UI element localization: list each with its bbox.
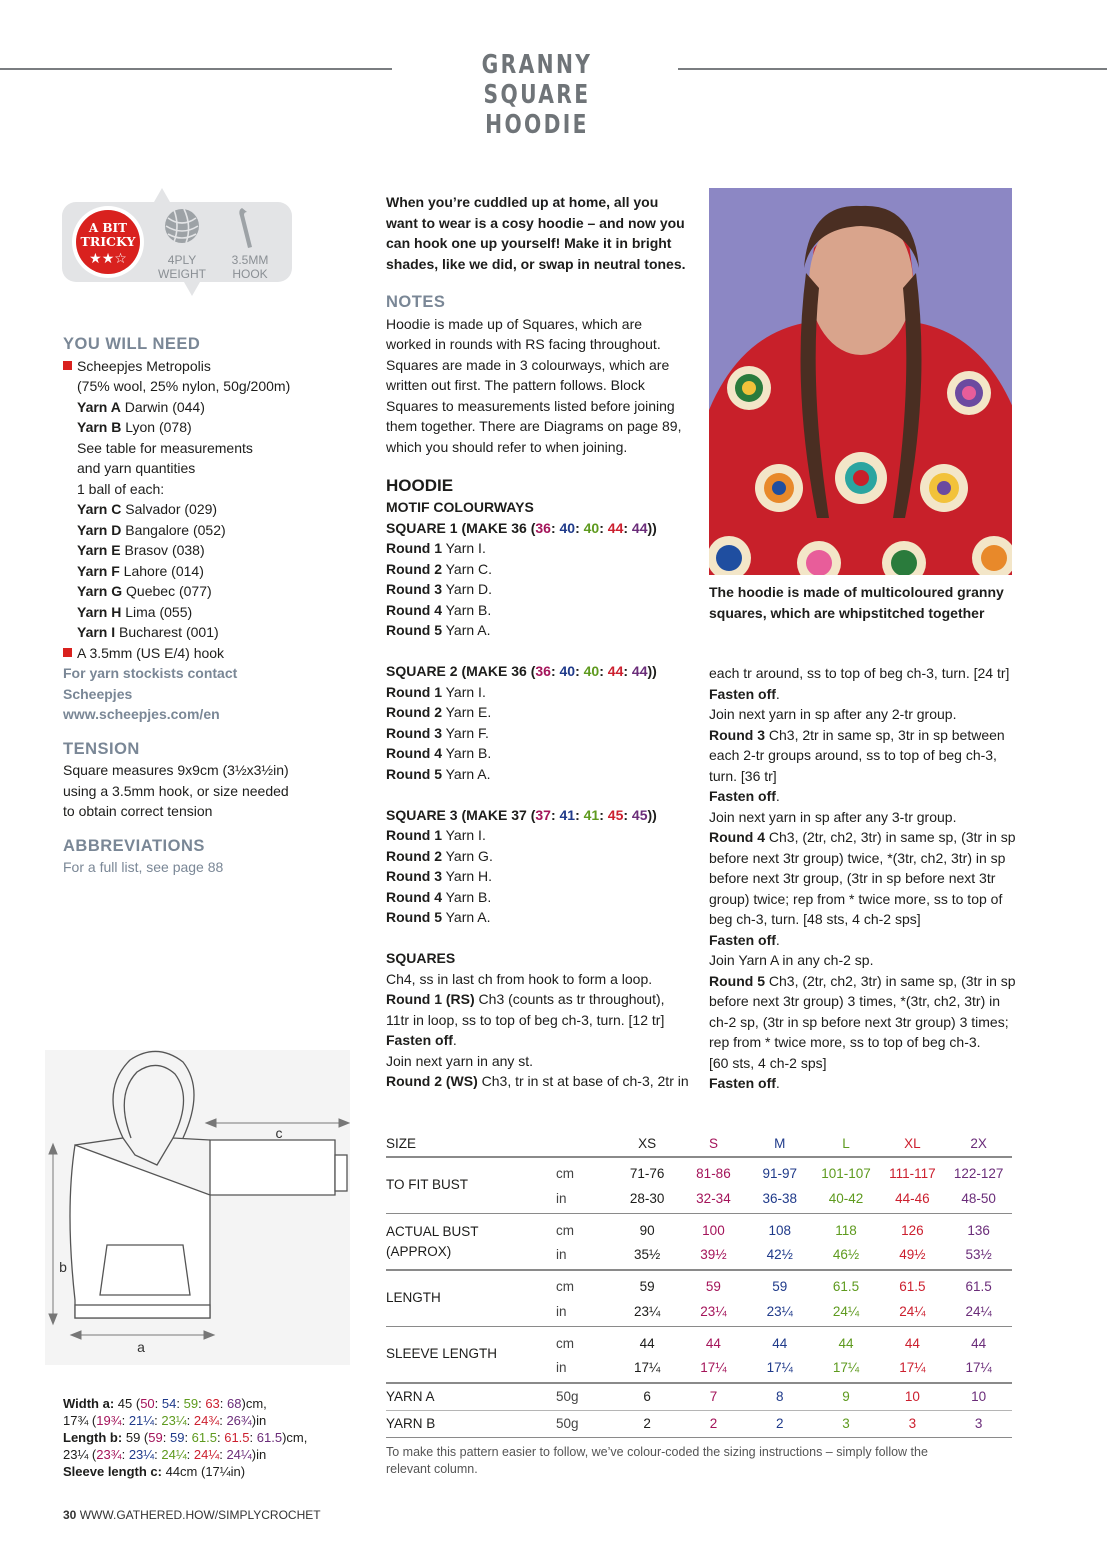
fasten-off: Fasten off. [709, 1075, 780, 1091]
fasten-off: Fasten off. [386, 1032, 457, 1048]
square2-round1: Round 1 Yarn I. [386, 683, 486, 700]
squares-round5-cont: rep from * twice more, ss to top of beg ch-3. [709, 1034, 981, 1050]
square3-round4: Round 4 Yarn B. [386, 888, 492, 905]
yarn-d: Yarn D Bangalore (052) [77, 521, 226, 538]
yarn-c: Yarn C Salvador (029) [77, 501, 218, 517]
yarn-g: Yarn G Quebec (077) [77, 583, 212, 599]
intro-line2: want to wear is a cosy hoodie – and now you [386, 214, 685, 231]
diagram-label-a: a [137, 1339, 145, 1355]
row-label: LENGTH [386, 1289, 441, 1305]
intro-line3: can hook one up yourself! Make it in bright [386, 235, 672, 251]
squares-round2-cont: each tr around, ss to top of beg ch-3, turn. [24 tr] [709, 665, 1010, 681]
hook-line2: HOOK [232, 267, 268, 281]
notes-line: Squares are made in 3 colourways, which are [386, 356, 670, 373]
middle-column [386, 192, 691, 1092]
square2-round5: Round 5 Yarn A. [386, 765, 491, 782]
page-footer [63, 1508, 321, 1522]
diagram-label-b: b [59, 1259, 67, 1275]
join-3tr-group: Join next yarn in sp after any 3-tr group. [709, 808, 957, 825]
table-row-yarn-a: YARN A 50g 6 7 8 9 10 10 [386, 1389, 987, 1404]
yarn-b: Yarn B Lyon (078) [77, 419, 192, 435]
hoodie-model-illustration [709, 188, 1012, 575]
stockists-line1: For yarn stockists contact [63, 665, 238, 681]
squares-round5-cont: [60 sts, 4 ch-2 sps] [709, 1054, 827, 1071]
size-col: XL [904, 1135, 921, 1151]
square3-round3: Round 3 Yarn H. [386, 868, 493, 884]
fasten-off: Fasten off. [709, 788, 780, 804]
squares-round5-cont: ch-2 sp, (3tr in sp before next 3tr group) 3 times; [709, 1013, 1009, 1030]
table-row-yarn-b: YARN B 50g 2 2 2 3 3 3 [386, 1416, 983, 1431]
intro-line4: shades, like we did, or swap in neutral tones. [386, 255, 686, 272]
square1-round3: Round 3 Yarn D. [386, 581, 493, 597]
difficulty-line2: TRICKY [80, 234, 136, 249]
squares-round3-cont: each 2-tr groups around, ss to top of beg ch-3, [709, 747, 997, 763]
table-note: To make this pattern easier to follow, we’ve colour-coded the sizing instructions – simply follow the relevant column. [386, 1445, 928, 1476]
right-column [709, 663, 1019, 1094]
you-will-need-heading: YOU WILL NEED [63, 335, 201, 353]
tension-line3: to obtain correct tension [63, 803, 213, 819]
page-title: GRANNY SQUARE HOODIE [481, 50, 593, 140]
sleeve-length: Sleeve length c: 44cm (17¼in) [63, 1464, 246, 1479]
size-table [386, 1130, 1012, 1438]
fasten-off: Fasten off. [709, 931, 780, 948]
weight-line1: 4PLY [167, 253, 197, 267]
abbreviations-heading: ABBREVIATIONS [63, 836, 205, 855]
square2-title: SQUARE 2 (MAKE 36 (36: 40: 40: 44: 44)) [386, 663, 657, 679]
page-number: 30 [63, 1508, 77, 1522]
squares-start: Ch4, ss in last ch from hook to form a loop. [386, 970, 653, 987]
hook-item: A 3.5mm (US E/4) hook [63, 643, 363, 664]
square3-title: SQUARE 3 (MAKE 37 (37: 41: 41: 45: 45)) [386, 806, 657, 823]
square3-round5: Round 5 Yarn A. [386, 909, 491, 925]
width-cm: Width a: 45 (50: 54: 59: 63: 68)cm, [63, 1396, 267, 1411]
tension-heading: TENSION [63, 739, 140, 758]
notes-line: them together. There are Diagrams on page 89, [386, 418, 682, 434]
yarn-i: Yarn I Bucharest (001) [77, 624, 219, 640]
notes-line: worked in rounds with RS facing throughout. [386, 336, 661, 352]
table-row-actual-bust: ACTUAL BUST (APPROX) cm 90 100 108 118 126 136 in 35½ 39½ 42½ 46½ 49½ 53½ [386, 1222, 992, 1262]
square1-round2: Round 2 Yarn C. [386, 560, 493, 577]
size-col: 2X [970, 1135, 987, 1151]
difficulty-line1: A BIT [88, 221, 128, 235]
hoodie-schematic-diagram [45, 1050, 350, 1365]
size-col: S [708, 1135, 718, 1151]
square1-round5: Round 5 Yarn A. [386, 622, 491, 638]
square1-round1: Round 1 Yarn I. [386, 540, 486, 556]
squares-round5: Round 5 Ch3, (2tr, ch2, 3tr) in same sp, (3tr in sp [709, 972, 1016, 989]
squares-round4-cont: before next 3tr group) twice, *(3tr, ch2, 3tr) in sp [709, 849, 1006, 866]
one-ball: 1 ball of each: [77, 480, 165, 497]
squares-round4-cont: group) twice; rep from * twice more, ss to top of [709, 890, 1003, 907]
tension-line2: using a 3.5mm hook, or size needed [63, 782, 289, 799]
square2-round2: Round 2 Yarn E. [386, 704, 492, 720]
diagram-label-c: c [275, 1125, 283, 1141]
join-2tr-group: Join next yarn in sp after any 2-tr group. [709, 706, 957, 722]
intro-line1: When you’re cuddled up at home, all you [386, 194, 659, 210]
size-col: M [774, 1135, 786, 1151]
measurements-list [63, 1395, 307, 1480]
yarn-ball-icon [165, 209, 199, 243]
size-label: SIZE [386, 1135, 417, 1151]
squares-round4-cont: beg ch-3, turn. [48 sts, 4 ch-2 sps] [709, 911, 921, 927]
yarn-composition: (75% wool, 25% nylon, 50g/200m) [77, 378, 291, 394]
squares-round3-cont: turn. [36 tr] [709, 767, 777, 784]
square1-round4: Round 4 Yarn B. [386, 601, 492, 618]
square2-round3: Round 3 Yarn F. [386, 724, 489, 741]
length-in: 23¼ (23¾: 23¼: 24¼: 24¼: 24¼)in [63, 1447, 267, 1462]
table-note-2: and yarn quantities [77, 460, 196, 476]
table-row-sleeve-length: SLEEVE LENGTH cm 44 44 44 44 44 44 in 17¼ 17¼ 17¼ 17¼ 17¼ 17¼ [386, 1335, 992, 1375]
stockists-link[interactable]: www.scheepjes.com/en [63, 706, 220, 722]
red-square-bullet [63, 361, 72, 370]
hoodie-heading: HOODIE [386, 476, 454, 495]
abbreviations-text: For a full list, see page 88 [63, 859, 224, 875]
photo-caption [709, 582, 1019, 623]
squares-round1-cont: 11tr in loop, ss to top of beg ch-3, turn. [12 tr] [386, 1011, 665, 1028]
yarn-h: Yarn H Lima (055) [77, 603, 193, 620]
stockists-line2: Scheepjes [63, 685, 133, 702]
squares-round5-cont: before next 3tr group) 3 times, *(3tr, ch2, 3tr) in [709, 993, 1001, 1009]
header-rule-left [0, 68, 392, 70]
squares-heading: SQUARES [386, 950, 456, 966]
notes-line: written out first. The pattern follows. Block [386, 377, 645, 393]
squares-round4-cont: before next 3tr group, (3tr in sp before next 3tr [709, 870, 996, 886]
header-rule-right [678, 68, 1107, 70]
squares-round4: Round 4 Ch3, (2tr, ch2, 3tr) in same sp, (3tr in sp [709, 829, 1016, 845]
join-any-st: Join next yarn in any st. [386, 1052, 534, 1069]
size-header-row [386, 1130, 1012, 1156]
yarn-e: Yarn E Brasov (038) [77, 542, 205, 558]
square2-round4: Round 4 Yarn B. [386, 745, 492, 761]
size-col: L [842, 1135, 850, 1151]
model-photo [709, 188, 1012, 575]
squares-round3: Round 3 Ch3, 2tr in same sp, 3tr in sp between [709, 726, 1005, 743]
width-in: 17¾ (19¾: 21¼: 23¼: 24¾: 26¾)in [63, 1413, 267, 1428]
caption-line2: squares, which are whipstitched together [709, 604, 985, 621]
difficulty-badge [62, 188, 292, 296]
table-row-bust: TO FIT BUST cm 71-76 81-86 91-97 101-107 111-117 122-127 in 28-30 32-34 36-38 40-42 44-46 48-50 [386, 1166, 1004, 1206]
yarn-a: Yarn A Darwin (044) [77, 398, 205, 415]
square3-round2: Round 2 Yarn G. [386, 847, 493, 864]
yarn-brand: Scheepjes Metropolis [63, 356, 363, 377]
square3-round1: Round 1 Yarn I. [386, 827, 486, 843]
table-row-length: LENGTH cm 59 59 59 61.5 61.5 61.5 in 23¼ 23¼ 23¼ 24¼ 24¼ 24¼ [386, 1279, 992, 1319]
squares-round2: Round 2 (WS) Ch3, tr in st at base of ch-3, 2tr in [386, 1073, 689, 1089]
squares-round1: Round 1 (RS) Ch3 (counts as tr throughout), [386, 991, 665, 1007]
size-col: XS [638, 1135, 657, 1151]
footer-url[interactable]: WWW.GATHERED.HOW/SIMPLYCROCHET [76, 1508, 321, 1522]
notes-line: Squares to measurements listed before joining [386, 397, 675, 414]
join-yarn-a: Join Yarn A in any ch-2 sp. [709, 952, 874, 968]
yarn-f: Yarn F Lahore (014) [77, 562, 204, 579]
weight-line2: WEIGHT [158, 267, 206, 281]
notes-heading: NOTES [386, 293, 446, 311]
left-column [63, 320, 363, 878]
fasten-off: Fasten off. [709, 685, 780, 702]
difficulty-stars: ★★☆ [89, 251, 127, 267]
motif-colourways-heading: MOTIF COLOURWAYS [386, 499, 534, 515]
hook-line1: 3.5MM [231, 253, 269, 267]
tension-line1: Square measures 9x9cm (3½x3½in) [63, 762, 289, 778]
table-note-1: See table for measurements [77, 439, 253, 456]
notes-line: which you should refer to when joining. [386, 438, 628, 455]
row-label: ACTUAL BUST (APPROX) [386, 1224, 479, 1259]
caption-line1: The hoodie is made of multicoloured granny [709, 584, 1004, 600]
length-cm: Length b: 59 (59: 59: 61.5: 61.5: 61.5)cm, [63, 1430, 308, 1445]
square1-title: SQUARE 1 (MAKE 36 (36: 40: 40: 44: 44)) [386, 519, 657, 536]
row-label: TO FIT BUST [386, 1176, 469, 1192]
notes-line: Hoodie is made up of Squares, which are [386, 315, 643, 332]
row-label: SLEEVE LENGTH [386, 1346, 498, 1361]
red-square-bullet [63, 648, 72, 657]
